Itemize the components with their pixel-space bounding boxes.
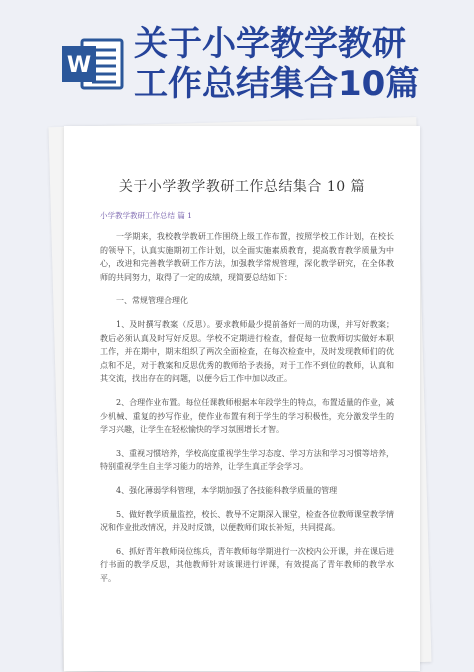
paragraph-item-1: 1、及时撰写教案（反思）。要求教师最少提前备好一周的功课，并写好教案；教后必须认真及时写好反思。学校不定期进行检查，督促每一位教师切实做好本职工作，并在期中，期末组织了两次全面检查，在每次检查中，及时发现教师们的优点和不足，对于教案和反思优秀的教师给予表扬，对于工作不到位的教师，认真和其交流，找出存在的问题，以便今后工作中加以改正。 — [100, 319, 394, 384]
paragraph-item-5: 5、做好教学质量监控，校长、教导不定期深入课堂，检查各位教师课堂教学情况和作业批改情况，并及时反馈，以便教师们取长补短，共同提高。 — [100, 509, 394, 533]
section-tag: 小学教学教研工作总结 篇 1 — [100, 211, 193, 220]
title-banner — [0, 0, 474, 112]
paragraph-item-2: 2、合理作业布置。每位任课教师根据本年段学生的特点，布置适量的作业，减少机械、重复的抄写作业，使作业布置有利于学生的学习积极性，充分激发学生的学习兴趣，让学生在轻松愉快的学习氛围增长才智。 — [100, 397, 394, 435]
paragraph-intro: 一学期来，我校教学教研工作围绕上级工作布置，按照学校工作计划，在校长的领导下，认真实施期初工作计划，以全面实施素质教育，提高教育教学质量为中心，改进和完善教学教研工作方法，加强教学常规管理，深化教学研究，在全体教师的共同努力，取得了一定的成绩，现简要总结如下： — [100, 232, 394, 282]
document-page — [64, 126, 420, 671]
paragraph-heading: 一、常规管理合理化 — [116, 296, 188, 306]
banner-title — [134, 24, 464, 104]
paragraph-item-3: 3、重视习惯培养，学校高度重视学生学习态度、学习方法和学习习惯等培养，特别重视学生自主学习能力的培养，让学生真正学会学习。 — [100, 448, 394, 472]
word-document-icon — [62, 36, 124, 92]
banner-title-line-1: 关于小学教学教研 — [134, 24, 406, 64]
paragraph-item-4: 4、强化薄弱学科管理，本学期加强了各技能科教学质量的管理 — [116, 485, 338, 495]
word-icon-letter: W — [66, 53, 92, 78]
banner-title-line-2: 工作总结集合10篇 — [134, 64, 420, 104]
paragraph-item-6: 6、抓好青年教师岗位练兵，青年教师每学期进行一次校内公开课，并在课后进行书面的教学反思，其他教师针对该课进行评课，有效提高了青年教师的教学水平。 — [100, 546, 394, 583]
document-title: 关于小学教学教研工作总结集合 10 篇 — [118, 179, 366, 195]
document-body — [100, 230, 394, 595]
